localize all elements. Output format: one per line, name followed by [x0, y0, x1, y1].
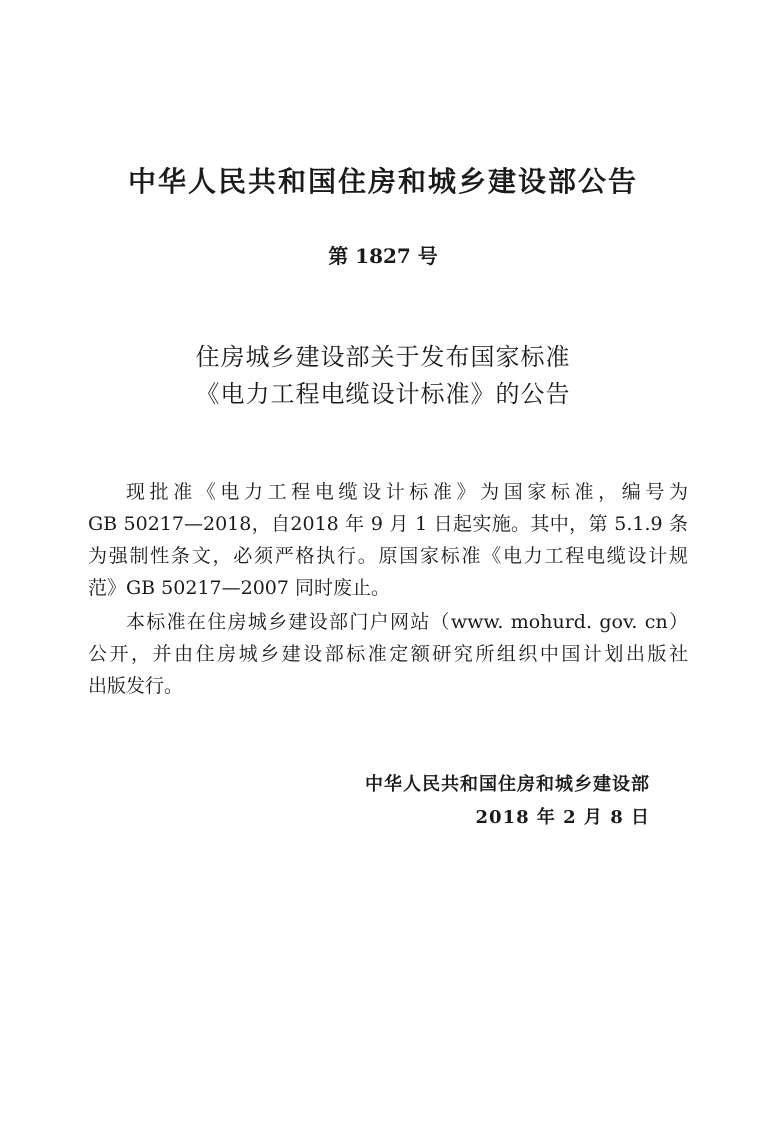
subtitle-line-2: 《电力工程电缆设计标准》的公告	[195, 380, 571, 408]
body-line: GB 50217—2018，自2018 年 9 月 1 日起实施。其中，第 5.1.9 条	[88, 513, 688, 535]
announcement-number: 第 1827 号	[328, 244, 438, 268]
announcement-title: 中华人民共和国住房和城乡建设部公告	[127, 165, 638, 198]
signature: 中华人民共和国住房和城乡建设部	[365, 774, 650, 795]
body-line: 公开，并由住房城乡建设部标准定额研究所组织中国计划出版社	[88, 643, 688, 665]
subtitle-line-1: 住房城乡建设部关于发布国家标准	[195, 343, 571, 371]
date: 2018 年 2 月 8 日	[475, 807, 650, 828]
body-line: 本标准在住房城乡建设部门户网站（www. mohurd. gov. cn）	[126, 611, 688, 633]
body-line: 出版发行。	[88, 675, 184, 697]
body-line: 现批准《电力工程电缆设计标准》为国家标准，编号为	[126, 481, 688, 503]
body-line: 范》GB 50217—2007 同时废止。	[88, 577, 391, 599]
body-line: 为强制性条文，必须严格执行。原国家标准《电力工程电缆设计规	[88, 545, 688, 567]
